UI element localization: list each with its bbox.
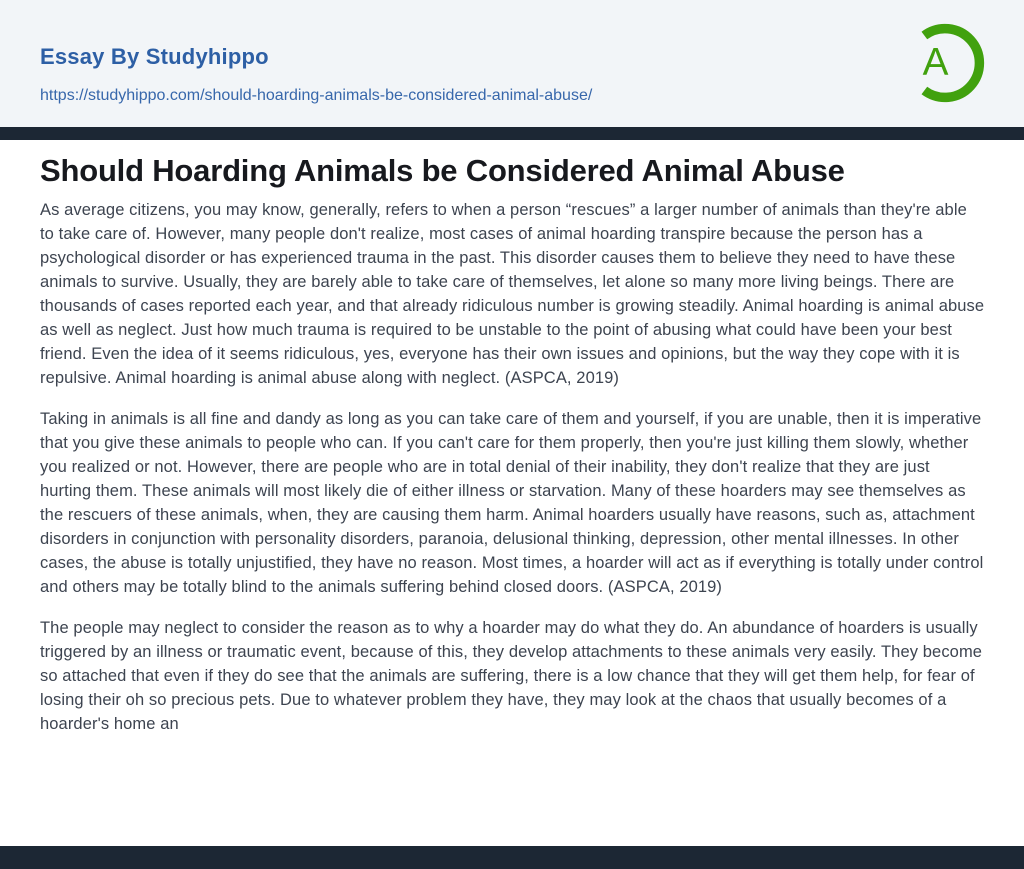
header-divider-bar (0, 127, 1024, 140)
source-url-link[interactable]: https://studyhippo.com/should-hoarding-animals-be-considered-animal-abuse/ (40, 87, 593, 104)
pdf-header (0, 0, 1024, 127)
essay-paragraph: As average citizens, you may know, generally, refers to when a person “rescues” a larger number of animals than they're able to take care of. However, many people don't realize, most cases of animal hoarding transpire because the person has a psychological disorder or has experienced trauma in the past. This disorder causes them to believe they need to have these animals to survive. Usually, they are barely able to take care of themselves, let alone so many more living beings. There are thousands of cases reported each year, and that already ridiculous number is growing steadily. Animal hoarding is animal abuse as well as neglect. Just how much trauma is required to be unstable to the point of abusing what could have been your best friend. Even the idea of it seems ridiculous, yes, everyone has their own issues and opinions, but the way they cope with it is repulsive. Animal hoarding is animal abuse along with neglect. (ASPCA, 2019) (40, 200, 985, 387)
studyhippo-logo (902, 20, 988, 106)
logo-arc-icon (902, 20, 988, 106)
logo-letter: A (922, 41, 949, 85)
essay-paragraph: The people may neglect to consider the reason as to why a hoarder may do what they do. An abundance of hoarders is usually triggered by an illness or traumatic event, because of this, they develop attachments to these animals very easily. They become so attached that even if they do see that the animals are suffering, there is a low chance that they will get them help, for fear of losing their oh so precious pets. Due to whatever problem they have, they may look at the chaos that usually becomes of a hoarder's home an (40, 618, 983, 733)
site-title: Essay By Studyhippo (40, 44, 269, 69)
essay-body (40, 198, 985, 736)
essay-title (40, 153, 960, 189)
essay-title-text: Should Hoarding Animals be Considered Animal Abuse (40, 153, 845, 188)
essay-article (0, 153, 1024, 736)
footer-bar (0, 846, 1024, 869)
essay-paragraph: Taking in animals is all fine and dandy as long as you can take care of them and yourself, if you are unable, then it is imperative that you give these animals to people who can. If you can't care for them properly, then you're just killing them slowly, whether you realized or not. However, there are people who are in total denial of their inability, they don't realize that they are just hurting them. These animals will most likely die of either illness or starvation. Many of these hoarders may see themselves as the rescuers of these animals, when, they are causing them harm. Animal hoarders usually have reasons, such as, attachment disorders in conjunction with personality disorders, paranoia, delusional thinking, depression, other mental illnesses. In other cases, the abuse is totally unjustified, they have no reason. Most times, a hoarder will act as if everything is totally under control and others may be totally blind to the animals suffering behind closed doors. (ASPCA, 2019) (40, 409, 984, 596)
